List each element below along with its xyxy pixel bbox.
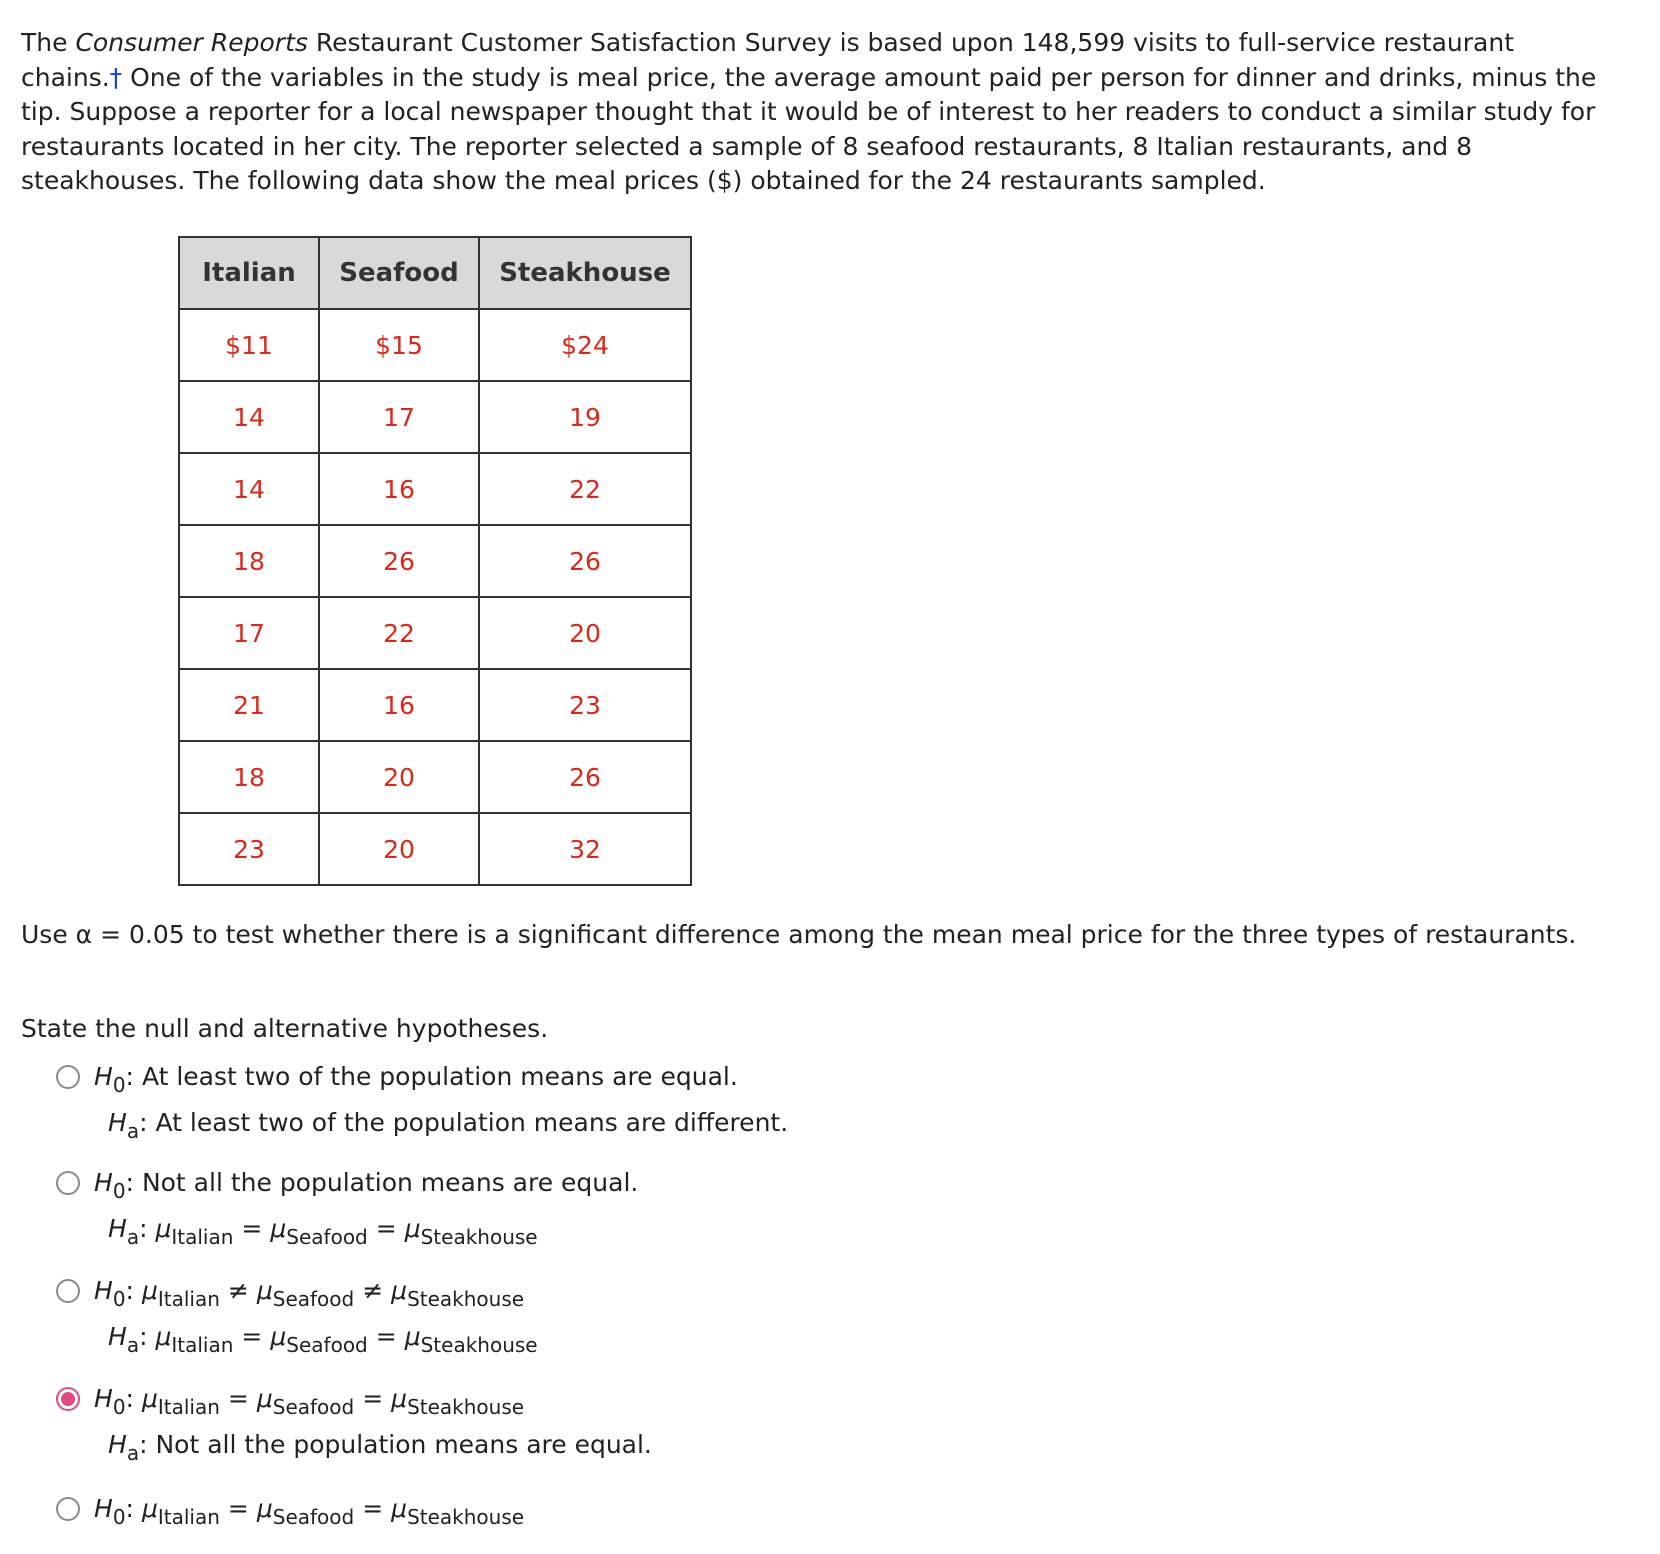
table-cell: 23	[179, 813, 319, 885]
table-cell: 20	[319, 813, 479, 885]
table-cell: 20	[479, 597, 691, 669]
table-cell: 17	[179, 597, 319, 669]
radio-button[interactable]	[56, 1497, 80, 1521]
table-cell: 14	[179, 453, 319, 525]
header-italian: Italian	[179, 237, 319, 309]
null-hypothesis: $H_0$: At least two of the population means are equal.	[94, 1062, 738, 1097]
radio-button-selected[interactable]	[56, 1387, 80, 1411]
table-row	[179, 453, 691, 525]
table-row	[179, 309, 691, 381]
problem-intro: The Consumer Reports Restaurant Customer Satisfaction Survey is based upon 148,599 visits to full-service restaurant chains.† One of the variables in the study is meal price, the average amount paid per person for dinner and drinks, minus the tip. Suppose a reporter for a local newspaper thought that it would be of interest to her readers to conduct a similar study for restaurants located in her city. The reporter selected a sample of 8 seafood restaurants, 8 Italian restaurants, and 8 steakhouses. The following data show the meal prices ($) obtained for the 24 restaurants sampled.	[21, 28, 1597, 195]
null-hypothesis: $H_0$: $\mu_{Italian} \ne \mu_{Seafood} \ne \mu_{Steakhouse}$	[94, 1276, 525, 1311]
null-hypothesis: $H_0$: Not all the population means are equal.	[94, 1168, 639, 1203]
table-cell: 20	[319, 741, 479, 813]
table-cell: 18	[179, 741, 319, 813]
source-title: Consumer Reports	[75, 28, 308, 57]
null-hypothesis: $H_0$: $\mu_{Italian} = \mu_{Seafood} = \mu_{Steakhouse}$	[94, 1384, 525, 1419]
alternative-hypothesis: $H_a$: $\mu_{Italian} = \mu_{Seafood} = \mu_{Steakhouse}$	[108, 1214, 538, 1249]
table-cell: 23	[479, 669, 691, 741]
table-row	[179, 597, 691, 669]
hypotheses-prompt: State the null and alternative hypotheses.	[21, 1014, 549, 1043]
alternative-hypothesis: $H_a$: Not all the population means are equal.	[108, 1430, 652, 1465]
table-cell: $11	[179, 309, 319, 381]
header-seafood: Seafood	[319, 237, 479, 309]
table-cell: 26	[479, 525, 691, 597]
table-cell: $24	[479, 309, 691, 381]
null-hypothesis: $H_0$: $\mu_{Italian} = \mu_{Seafood} = \mu_{Steakhouse}$	[94, 1494, 525, 1529]
alternative-hypothesis: $H_a$: $\mu_{Italian} = \mu_{Seafood} = \mu_{Steakhouse}$	[108, 1322, 538, 1357]
table-cell: 26	[479, 741, 691, 813]
table-row	[179, 741, 691, 813]
table-cell: 18	[179, 525, 319, 597]
radio-button[interactable]	[56, 1171, 80, 1195]
table-cell: 22	[319, 597, 479, 669]
radio-button[interactable]	[56, 1279, 80, 1303]
table-row	[179, 381, 691, 453]
question-text: Use α = 0.05 to test whether there is a significant difference among the mean meal price for the three types of restaurants.	[21, 920, 1577, 949]
table-cell: 14	[179, 381, 319, 453]
table-cell: 17	[319, 381, 479, 453]
radio-button[interactable]	[56, 1065, 80, 1089]
table-cell: 16	[319, 669, 479, 741]
table-row	[179, 813, 691, 885]
alternative-hypothesis: $H_a$: At least two of the population means are different.	[108, 1108, 789, 1143]
table-cell: 26	[319, 525, 479, 597]
table-cell: 32	[479, 813, 691, 885]
footnote-dagger-link[interactable]: †	[109, 62, 123, 92]
meal-price-table	[178, 236, 692, 886]
table-cell: 21	[179, 669, 319, 741]
header-steakhouse: Steakhouse	[479, 237, 691, 309]
table-cell: $15	[319, 309, 479, 381]
table-row	[179, 669, 691, 741]
table-cell: 19	[479, 381, 691, 453]
table-cell: 22	[479, 453, 691, 525]
table-cell: 16	[319, 453, 479, 525]
table-row	[179, 525, 691, 597]
